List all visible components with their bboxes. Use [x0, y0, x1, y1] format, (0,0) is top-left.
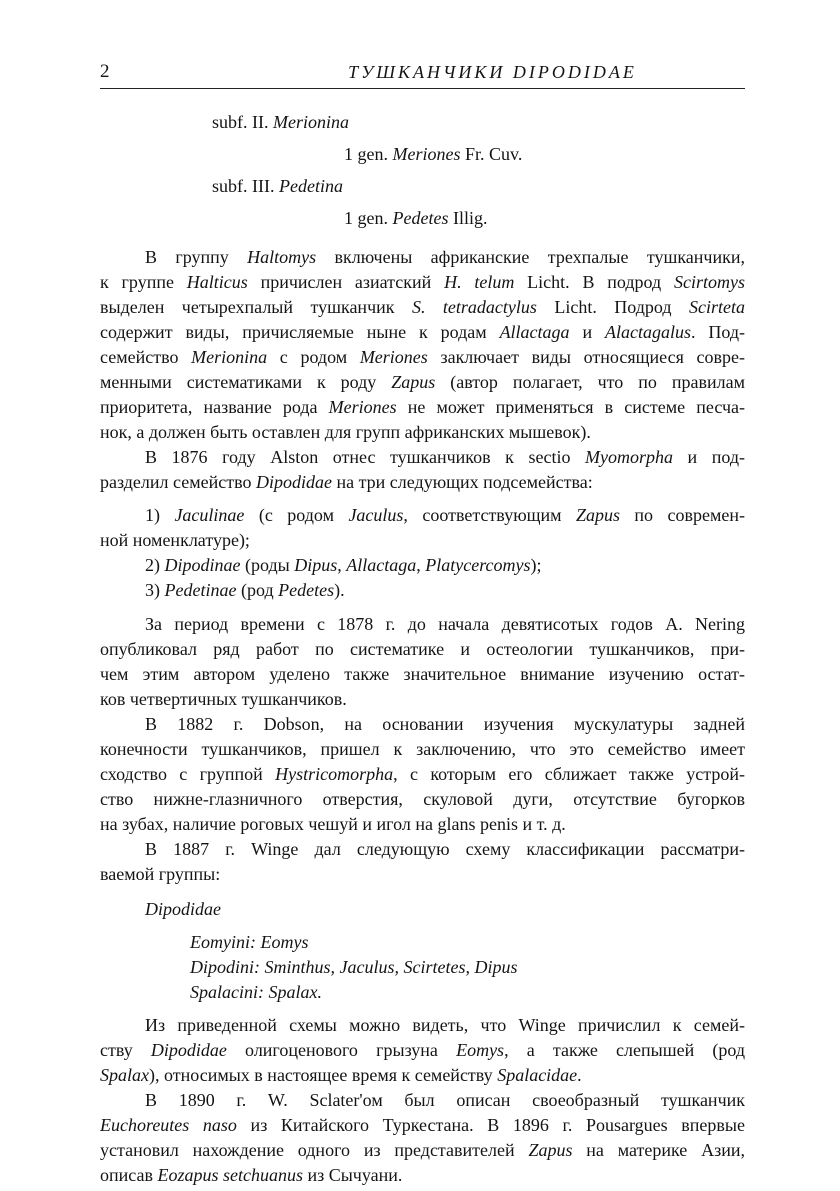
- text-line: В группу Haltomys включены африканские трехпалые тушканчики,: [145, 247, 745, 267]
- list-item: 1) Jaculinae (с родом Jaculus, соответствующим Zapus по современ-: [145, 505, 745, 525]
- text-line: к группе Halticus причислен азиатский H. telum Licht. В подрод Scirtomys: [100, 272, 745, 292]
- text-line: В 1876 году Alston отнес тушканчиков к sectio Myomorpha и под-: [145, 447, 745, 467]
- text-line: За период времени с 1878 г. до начала девятисотых годов A. Nering: [145, 614, 745, 634]
- text-line: чем этим автором уделено также значительное внимание изучению остат-: [100, 664, 745, 684]
- text-line: установил нахождение одного из представителей Zapus на материке Азии,: [100, 1140, 745, 1160]
- text-line: конечности тушканчиков, пришел к заключению, что это семейство имеет: [100, 739, 745, 759]
- page-number: 2: [100, 61, 110, 82]
- running-title: ТУШКАНЧИКИ DIPODIDAE: [348, 62, 637, 82]
- genus-meriones: 1 gen. Meriones Fr. Cuv.: [344, 144, 523, 164]
- page-header: [100, 60, 745, 88]
- text-line: приоритета, название рода Meriones не может применяться в системе песча-: [100, 397, 745, 417]
- text-line: ков четвертичных тушканчиков.: [100, 689, 347, 709]
- text-line: сходство с группой Hystricomorpha, с которым его сближает также устрой-: [100, 764, 745, 784]
- text-line: В 1882 г. Dobson, на основании изучения мускулатуры задней: [145, 714, 745, 734]
- text-line: ству Dipodidae олигоценового грызуна Eomys, а также слепышей (род: [100, 1040, 745, 1060]
- text-line: В 1887 г. Winge дал следующую схему классификации рассматри-: [145, 839, 745, 859]
- text-line: содержит виды, причисляемые ныне к родам Allactaga и Alactagalus. Под-: [100, 322, 745, 342]
- subfamily-pedetina: subf. III. Pedetina: [212, 176, 343, 196]
- text-line: разделил семейство Dipodidae на три следующих подсемейства:: [100, 472, 593, 492]
- text-line: семейство Merionina с родом Meriones заключает виды относящиеся совре-: [100, 347, 745, 367]
- header-rule: [100, 88, 745, 89]
- scheme-row: Eomyini: Eomys: [190, 932, 309, 952]
- scheme-row: Dipodini: Sminthus, Jaculus, Scirtetes, Dipus: [190, 957, 518, 977]
- text-line: на зубах, наличие роговых чешуй и игол на glans penis и т. д.: [100, 814, 566, 834]
- text-line: Spalax), относимых в настоящее время к семейству Spalacidae.: [100, 1065, 582, 1085]
- text-line: В 1890 г. W. Sclater'ом был описан своеобразный тушканчик: [145, 1090, 745, 1110]
- genus-pedetes: 1 gen. Pedetes Illig.: [344, 208, 488, 228]
- text-line: ство нижне-глазничного отверстия, скуловой дуги, отсутствие бугорков: [100, 789, 745, 809]
- list-item: ной номенклатуре);: [100, 530, 250, 550]
- text-line: менными систематиками к роду Zapus (автор полагает, что по правилам: [100, 372, 745, 392]
- scheme-row: Spalacini: Spalax.: [190, 982, 322, 1002]
- text-line: описав Eozapus setchuanus из Сычуани.: [100, 1165, 403, 1185]
- text-line: Из приведенной схемы можно видеть, что Winge причислил к семей-: [145, 1015, 745, 1035]
- text-line: Euchoreutes naso из Китайского Туркестана. В 1896 г. Pousargues впервые: [100, 1115, 745, 1135]
- text-line: выделен четырехпалый тушканчик S. tetradactylus Licht. Подрод Scirteta: [100, 297, 745, 317]
- list-item: 2) Dipodinae (роды Dipus, Allactaga, Platycercomys);: [145, 555, 542, 575]
- text-line: ваемой группы:: [100, 864, 221, 884]
- subfamily-merionina: subf. II. Merionina: [212, 112, 349, 132]
- text-line: нок, а должен быть оставлен для групп африканских мышевок).: [100, 422, 591, 442]
- list-item: 3) Pedetinae (род Pedetes).: [145, 580, 345, 600]
- scheme-family: Dipodidae: [145, 899, 221, 919]
- text-line: опубликовал ряд работ по систематике и остеологии тушканчиков, при-: [100, 639, 745, 659]
